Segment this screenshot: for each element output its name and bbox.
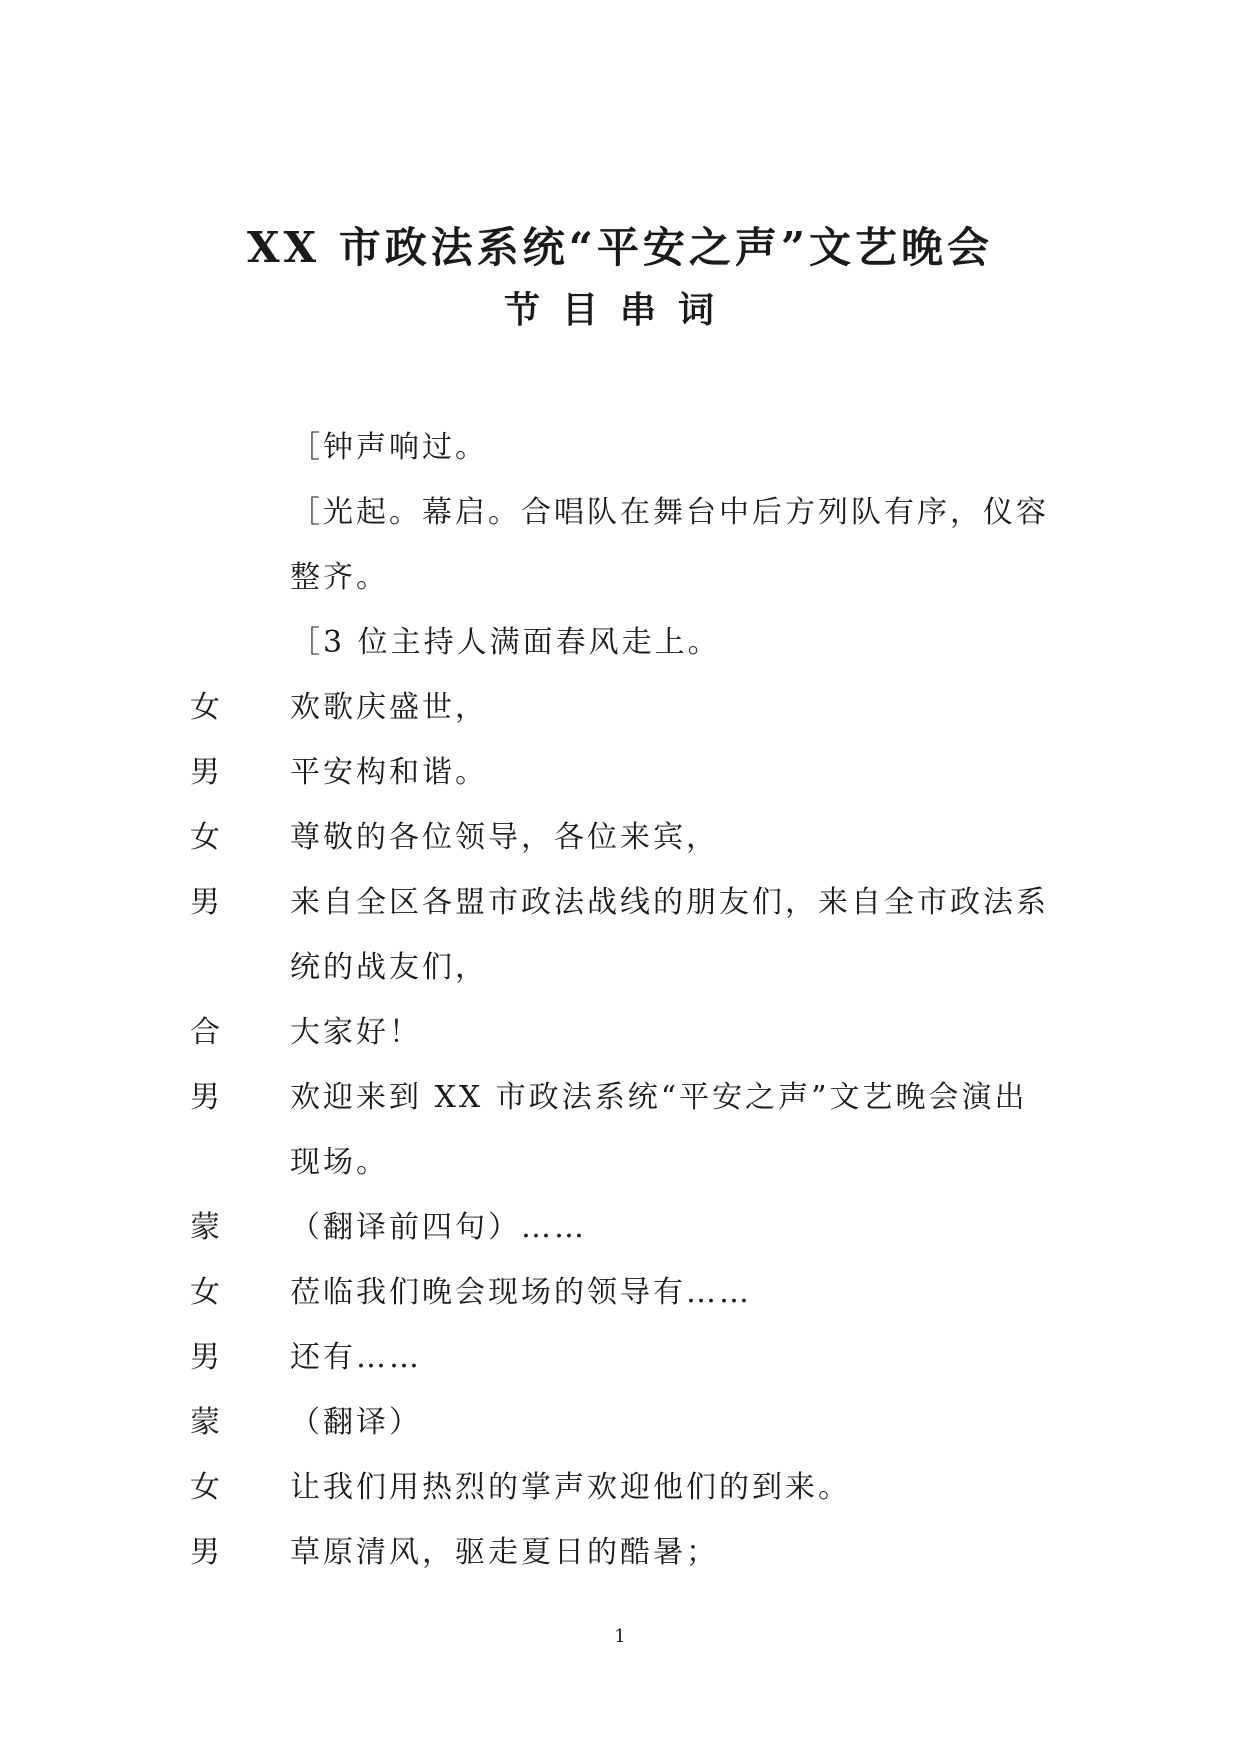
speaker-label: 男 <box>190 755 220 790</box>
script-line <box>0 1325 1240 1390</box>
document-subtitle: 节目串词 <box>503 289 736 331</box>
script-line <box>0 870 1240 935</box>
script-line <box>0 1455 1240 1520</box>
dialogue-text: 统的战友们， <box>290 950 488 985</box>
dialogue-text: 还有…… <box>290 1340 422 1375</box>
speaker-label: 男 <box>190 1340 220 1375</box>
script-line <box>0 1520 1240 1585</box>
speaker-label: 女 <box>190 690 220 725</box>
script-line <box>0 610 1240 675</box>
script-line <box>0 1000 1240 1065</box>
script-line <box>0 1260 1240 1325</box>
speaker-label: 男 <box>190 1080 220 1115</box>
dialogue-text: ［3 位主持人满面春风走上。 <box>290 625 721 660</box>
dialogue-text: 来自全区各盟市政法战线的朋友们，来自全市政法系 <box>290 885 1049 920</box>
speaker-label: 女 <box>190 1470 220 1505</box>
speaker-label: 蒙 <box>190 1210 220 1245</box>
dialogue-text: 欢迎来到 XX 市政法系统“平安之声”文艺晚会演出 <box>290 1080 1028 1115</box>
dialogue-text: 欢歌庆盛世， <box>290 690 488 725</box>
dialogue-text: ［钟声响过。 <box>290 430 488 465</box>
dialogue-text: 草原清风，驱走夏日的酷暑； <box>290 1535 719 1570</box>
speaker-label: 女 <box>190 820 220 855</box>
script-line <box>0 1195 1240 1260</box>
dialogue-text: 尊敬的各位领导，各位来宾， <box>290 820 719 855</box>
script-line <box>0 415 1240 480</box>
script-line <box>0 480 1240 545</box>
dialogue-text: 整齐。 <box>290 560 389 595</box>
dialogue-text: 现场。 <box>290 1145 389 1180</box>
speaker-label: 合 <box>190 1015 220 1050</box>
script-line <box>0 675 1240 740</box>
page-number: 1 <box>614 1626 626 1647</box>
script-body <box>0 415 1240 1585</box>
dialogue-text: 让我们用热烈的掌声欢迎他们的到来。 <box>290 1470 851 1505</box>
dialogue-text: 莅临我们晚会现场的领导有…… <box>290 1275 752 1310</box>
script-line <box>0 1065 1240 1130</box>
speaker-label: 女 <box>190 1275 220 1310</box>
dialogue-text: 平安构和谐。 <box>290 755 488 790</box>
speaker-label: 男 <box>190 885 220 920</box>
dialogue-text: （翻译前四句）…… <box>290 1210 587 1245</box>
speaker-label: 蒙 <box>190 1405 220 1440</box>
dialogue-text: ［光起。幕启。合唱队在舞台中后方列队有序，仪容 <box>290 495 1049 530</box>
script-line <box>0 1390 1240 1455</box>
document-title: XX 市政法系统“平安之声”文艺晚会 <box>246 223 994 272</box>
script-line <box>0 545 1240 610</box>
dialogue-text: 大家好！ <box>290 1015 422 1050</box>
script-line <box>0 1130 1240 1195</box>
speaker-label: 男 <box>190 1535 220 1570</box>
script-line <box>0 935 1240 1000</box>
script-line <box>0 740 1240 805</box>
script-line <box>0 805 1240 870</box>
dialogue-text: （翻译） <box>290 1405 422 1440</box>
